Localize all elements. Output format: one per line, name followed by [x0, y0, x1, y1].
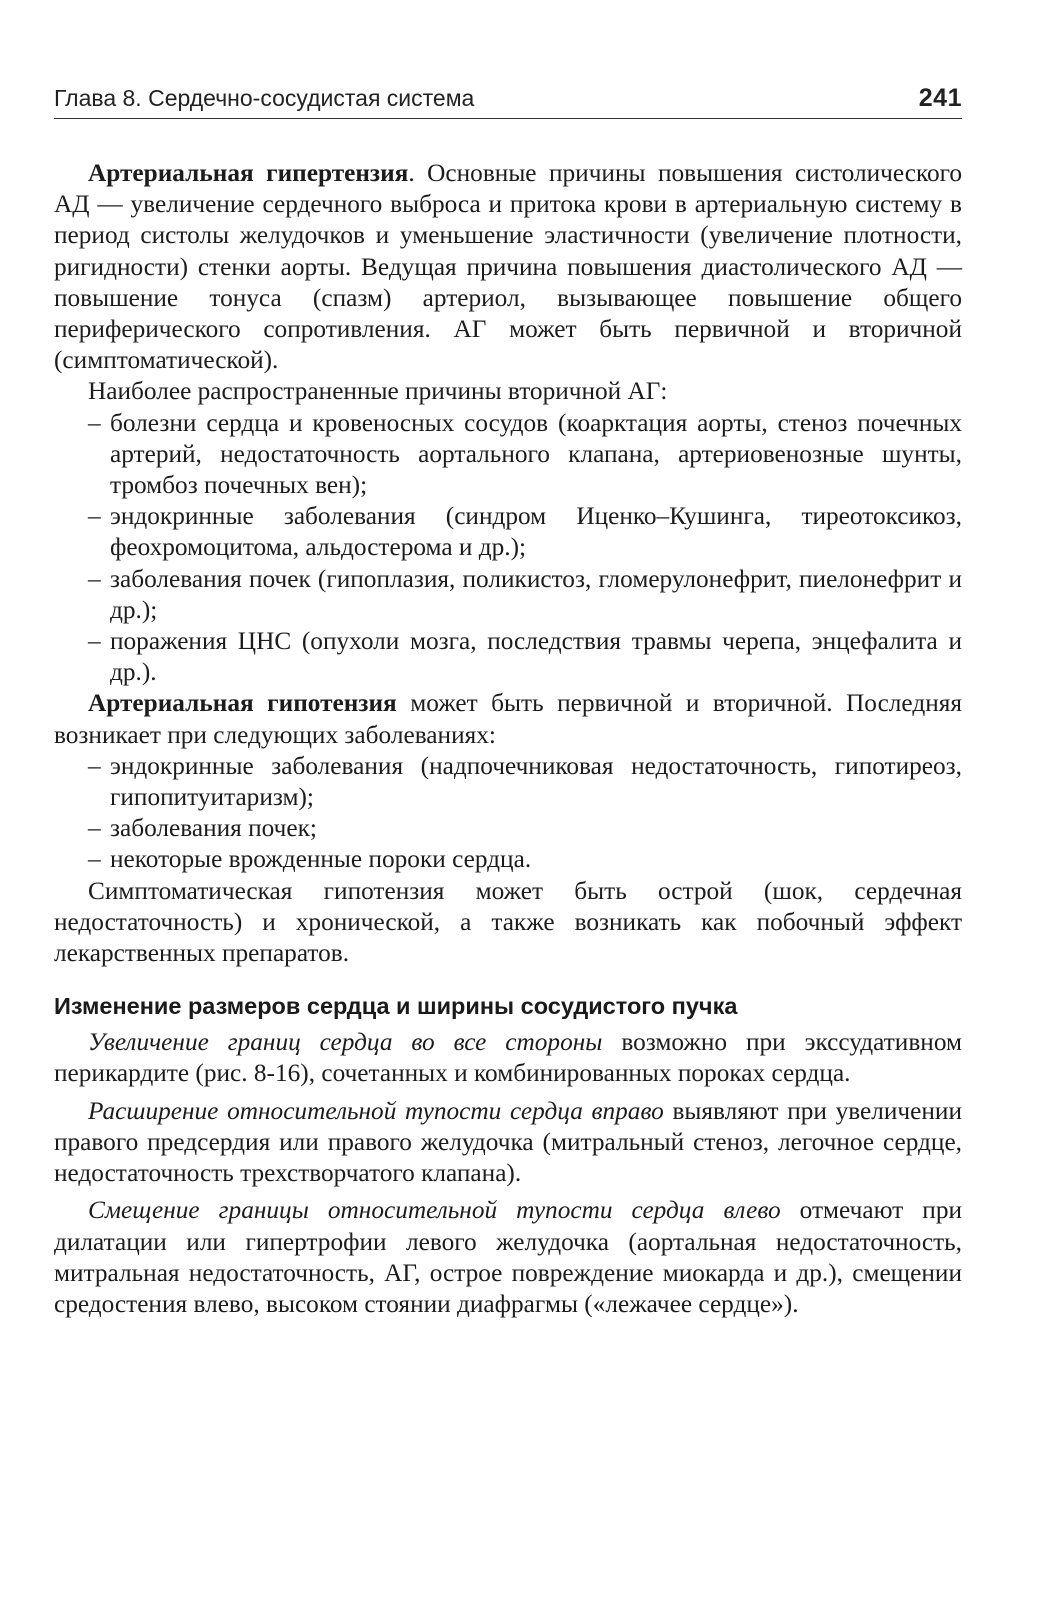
page-number: 241	[918, 84, 962, 112]
dash-bullet: –	[88, 814, 101, 843]
paragraph-text: возможно при экссудативном перикардите (рис. 8-16), сочетанных и комбинированных пороках сердца.	[54, 1028, 962, 1088]
section-paragraph	[54, 1096, 962, 1190]
paragraph-text: выявляют при увеличении правого предсердия или правого желудочка (митральный стеноз, легочное сердце, недостаточность трехстворчатого клапана).	[54, 1096, 962, 1188]
chapter-title: Глава 8. Сердечно-сосудистая система	[54, 85, 475, 111]
section-paragraph	[54, 1195, 962, 1320]
dash-bullet: –	[88, 564, 101, 593]
italic-lead: Увеличение границ сердца во все стороны	[88, 1028, 603, 1057]
hypotension-text: может быть первичной и вторичной. Последняя возникает при следующих заболеваниях:	[54, 689, 963, 749]
italic-lead: Смещение границы относительной тупости сердца влево	[88, 1196, 781, 1225]
section-heading: Изменение размеров сердца и ширины сосудистого пучка	[54, 993, 738, 1020]
italic-lead: Расширение относительной тупости сердца вправо	[88, 1096, 664, 1125]
secondary-ag-causes-list	[54, 408, 962, 689]
list-item-text: поражения ЦНС (опухоли мозга, последствия травмы черепа, энцефалита и др.).	[110, 627, 962, 687]
dash-bullet: –	[88, 627, 101, 656]
secondary-ag-intro: Наиболее распространенные причины вторичной АГ:	[88, 377, 668, 406]
hypotension-causes-list	[54, 751, 962, 876]
body-text	[54, 158, 962, 1320]
symptomatic-hypotension-paragraph: Симптоматическая гипотензия может быть острой (шок, сердечная недостаточность) и хронической, а также возникать как побочный эффект лекарственных препаратов.	[54, 876, 962, 968]
hypotension-term: Артериальная гипотензия	[88, 689, 397, 718]
hypertension-text: . Основные причины повышения систолического АД — увеличение сердечного выброса и притока крови в артериальную систему в период систолы желудочков и уменьшение эластичности (увеличение плотности, ригидности) стенки аорты. Ведущая причина повышения диастолического АД — повышение тонуса (спазм) артериол, вызывающее повышение общего периферического сопротивления. АГ может быть первичной и вторичной (симптоматической).	[54, 159, 962, 375]
hypertension-paragraph	[54, 158, 962, 376]
dash-bullet: –	[88, 845, 101, 874]
list-item	[54, 751, 962, 813]
list-item-text: эндокринные заболевания (синдром Иценко–Кушинга, тиреотоксикоз, феохромоцитома, альдостерома и др.);	[110, 502, 962, 562]
list-item	[54, 813, 962, 844]
book-page	[54, 84, 962, 1320]
dash-bullet: –	[88, 502, 101, 531]
paragraph-text: отмечают при дилатации или гипертрофии левого желудочка (аортальная недостаточность, митральная недостаточность, АГ, острое повреждение миокарда и др.), смещении средостения влево, высоком стоянии диафрагмы («лежачее сердце»).	[54, 1196, 963, 1318]
list-item-text: заболевания почек (гипоплазия, поликистоз, гломерулонефрит, пиелонефрит и др.);	[110, 564, 962, 624]
list-item-text: эндокринные заболевания (надпочечниковая недостаточность, гипотиреоз, гипопитуитаризм);	[110, 751, 962, 812]
hypertension-term: Артериальная гипертензия	[88, 159, 409, 187]
list-item-text: некоторые врожденные пороки сердца.	[110, 845, 532, 874]
list-item	[54, 408, 962, 502]
list-item	[54, 844, 962, 875]
dash-bullet: –	[88, 408, 101, 437]
dash-bullet: –	[88, 751, 101, 780]
hypotension-paragraph	[54, 688, 962, 750]
list-item	[54, 564, 962, 626]
list-item-text: заболевания почек;	[110, 814, 317, 843]
list-item	[54, 626, 962, 688]
section-paragraph	[54, 1027, 962, 1089]
list-item-text: болезни сердца и кровеносных сосудов (коарктация аорты, стеноз почечных артерий, недостаточность аортального клапана, артериовенозные шунты, тромбоз почечных вен);	[110, 408, 962, 500]
running-header	[54, 84, 962, 119]
list-item	[54, 501, 962, 563]
